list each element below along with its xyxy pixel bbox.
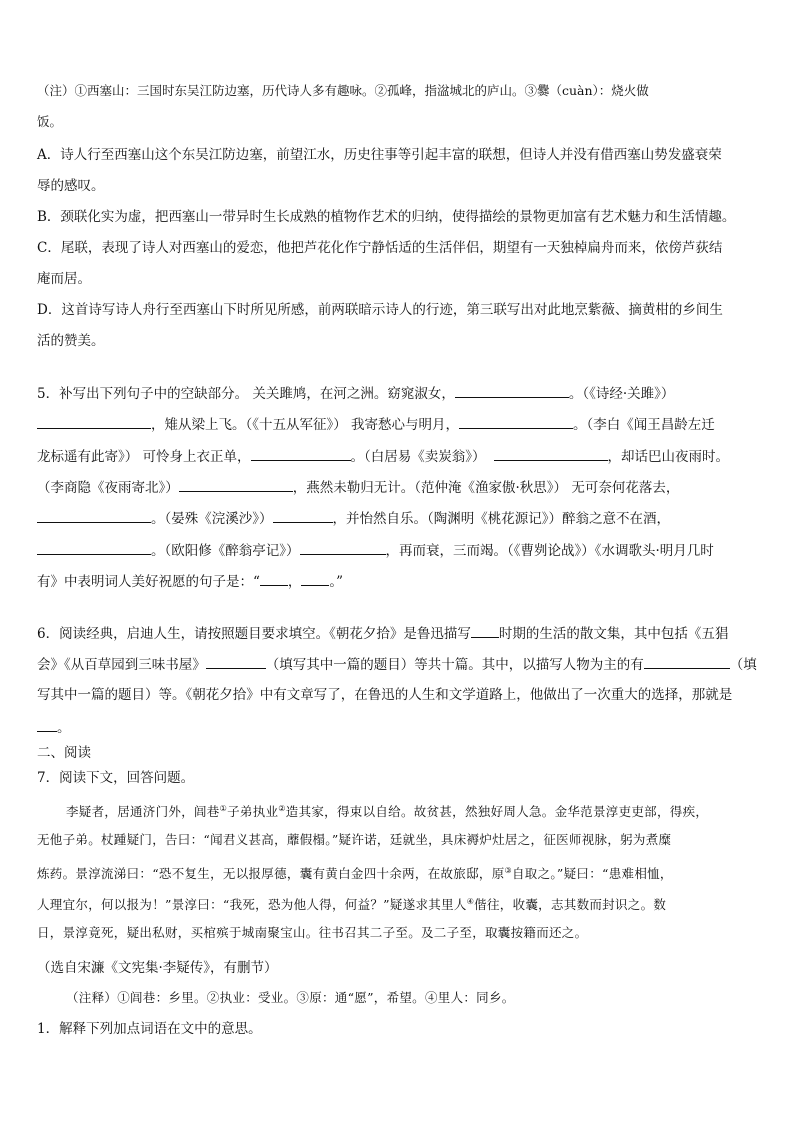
passage-line-3 xyxy=(37,862,759,883)
q6-text: （填写其中一篇的题目）等共十篇。其中，以描写人物为主的有 xyxy=(265,657,644,673)
q5-line-3 xyxy=(37,446,759,466)
q5-line-6 xyxy=(37,540,759,560)
q5-line-4 xyxy=(37,477,759,497)
q6-text: 6．阅读经典，启迪人生，请按照题目要求填空。《朝花夕拾》是鲁迅描写 xyxy=(37,626,471,642)
footnote-marker: ① xyxy=(219,804,228,813)
q4-option-a-line-2: 辱的感叹。 xyxy=(37,178,105,194)
passage-text: 偕往，收囊，志其数而封识之。数 xyxy=(474,897,667,912)
q7-title: 7．阅读下文，回答问题。 xyxy=(37,770,195,786)
q6-line-3: 写其中一篇的题目）等。《朝花夕拾》中有文章写了，在鲁迅的人生和文学道路上，他做出了一次重大的选择，那就是 xyxy=(37,687,733,703)
q5-text: 。（《诗经·关雎》） xyxy=(568,386,675,402)
passage-line-5: 日，景淳竟死，疑出私财，买棺殡于城南聚宝山。往书召其二子至。及二子至，取囊按籍而还之。 xyxy=(37,925,588,940)
passage-text: 人理宜尔，何以报为！”景淳曰：“我死，恐为他人得，何益？”疑遂求其里人 xyxy=(37,897,467,912)
q5-text: 龙标遥有此寄》） 可怜身上衣正单， xyxy=(37,449,251,465)
q5-line-7 xyxy=(37,571,759,591)
q6-text: （填 xyxy=(729,657,757,673)
q6-line-4 xyxy=(37,717,759,737)
q5-text: ，再而衰，三而竭。（《曹刿论战》）《水调歌头·明月几时 xyxy=(385,543,714,559)
q5-text: 有》中表明词人美好祝愿的句子是：“ xyxy=(37,574,260,590)
passage-text: 炼药。景淳流涕曰：“恐不复生，无以报厚德，囊有黄白金四十余两，在故旅邸，原 xyxy=(37,866,505,881)
q5-text: 。（晏殊《浣溪沙》） xyxy=(151,511,273,527)
passage-text: 子弟执业 xyxy=(227,804,279,819)
answer-blank[interactable] xyxy=(260,571,288,586)
q6-text: 会》《从百草园到三味书屋》 xyxy=(37,657,206,673)
q5-text: 。” xyxy=(329,574,344,590)
passage-text: 造其家，得束以自给。故贫甚，然独好周人急。金华范景淳吏吏部，得疾， xyxy=(285,804,709,819)
q5-text: ，雉从梁上飞。（《十五从军征》） 我寄愁心与明月， xyxy=(151,417,460,433)
answer-blank[interactable] xyxy=(37,717,57,732)
passage-line-2: 无他子弟。杖踵疑门，告曰：“闻君义甚高，蘼假榻。”疑许诺，廷就坐，具床褥炉灶居之，征医师视脉，躬为煮糜 xyxy=(37,832,672,847)
footnote-marker: ② xyxy=(278,804,286,813)
answer-blank[interactable] xyxy=(301,571,329,586)
q5-text: 。（白居易《卖炭翁》） xyxy=(350,449,486,465)
answer-blank[interactable] xyxy=(455,383,569,398)
passage-line-1 xyxy=(66,800,759,821)
answer-blank[interactable] xyxy=(494,446,608,461)
answer-blank[interactable] xyxy=(300,540,386,555)
answer-blank[interactable] xyxy=(644,654,730,669)
q5-text: 。（李白《闻王昌龄左迁 xyxy=(573,417,715,433)
answer-blank[interactable] xyxy=(37,414,151,429)
q5-text: ， xyxy=(287,574,302,590)
passage-notes: （注释）①闾巷：乡里。②执业：受业。③原：通“愿”，希望。④里人：同乡。 xyxy=(66,990,515,1005)
q4-option-d-line-1: D．这首诗写诗人舟行至西塞山下时所见所感，前两联暗示诗人的行迹，第三联写出对此地烹紫薇、摘黄柑的乡间生 xyxy=(37,302,723,318)
answer-blank[interactable] xyxy=(273,508,333,523)
q5-text: ，燕然未勒归无计。（范仲淹《渔家傲·秋思》） 无可奈何花落去， xyxy=(292,480,680,496)
passage-text: 自取之。”疑曰：“患难相恤， xyxy=(511,866,673,881)
q6-text: 时期的生活的散文集，其中包括《五猖 xyxy=(498,626,729,642)
q4-option-a-line-1: A．诗人行至西塞山这个东吴江防边塞，前望江水，历史往事等引起丰富的联想，但诗人并没有借西塞山势发盛衰荣 xyxy=(37,147,722,163)
answer-blank[interactable] xyxy=(37,508,151,523)
footnote-marker: ④ xyxy=(466,897,475,906)
q5-line-5 xyxy=(37,508,759,528)
section-heading: 二、阅读 xyxy=(37,745,91,761)
q5-text: （李商隐《夜雨寄北》） xyxy=(37,480,179,496)
answer-blank[interactable] xyxy=(206,654,266,669)
subquestion-1: 1．解释下列加点词语在文中的意思。 xyxy=(37,1021,262,1037)
answer-blank[interactable] xyxy=(471,623,499,638)
answer-blank[interactable] xyxy=(179,477,293,492)
q4-option-c-line-2: 庵而居。 xyxy=(37,271,91,287)
q5-text: 。（欧阳修《醉翁亭记》） xyxy=(151,543,300,559)
q4-note-line-1: （注）①西塞山：三国时东吴江防边塞，历代诗人多有趣咏。②孤峰，指湓城北的庐山。③爨（cuàn）：烧火做 xyxy=(37,83,649,98)
passage-line-4 xyxy=(37,893,759,914)
q4-note-line-2: 饭。 xyxy=(37,114,63,129)
q4-option-c-line-1: C．尾联，表现了诗人对西塞山的爱恋，他把芦花化作宁静恬适的生活伴侣，期望有一天独棹扁舟而来，依傍芦荻结 xyxy=(37,240,723,256)
footnote-marker: ③ xyxy=(504,866,512,875)
q5-text: ，却话巴山夜雨时。 xyxy=(607,449,730,465)
q4-option-b: B．颈联化实为虚，把西塞山一带异时生长成熟的植物作艺术的归纳，使得描绘的景物更加富有艺术魅力和生活情趣。 xyxy=(37,209,736,225)
q5-text: 5．补写出下列句子中的空缺部分。 关关雎鸠，在河之洲。窈窕淑女， xyxy=(37,386,455,402)
answer-blank[interactable] xyxy=(459,414,573,429)
q5-line-2 xyxy=(37,414,759,434)
answer-blank[interactable] xyxy=(37,540,151,555)
q6-text: 。 xyxy=(57,720,71,736)
answer-blank[interactable] xyxy=(251,446,351,461)
passage-source: （选自宋濂《文宪集·李疑传》，有删节） xyxy=(37,960,278,976)
q4-option-d-line-2: 活的赞美。 xyxy=(37,333,105,349)
passage-text: 李疑者，居通济门外，闾巷 xyxy=(66,804,220,819)
q5-line-1 xyxy=(37,383,759,403)
q6-line-2 xyxy=(37,654,759,674)
q6-line-1 xyxy=(37,623,759,643)
q5-text: ，并怡然自乐。（陶渊明《桃花源记》）醉翁之意不在酒， xyxy=(332,511,670,527)
